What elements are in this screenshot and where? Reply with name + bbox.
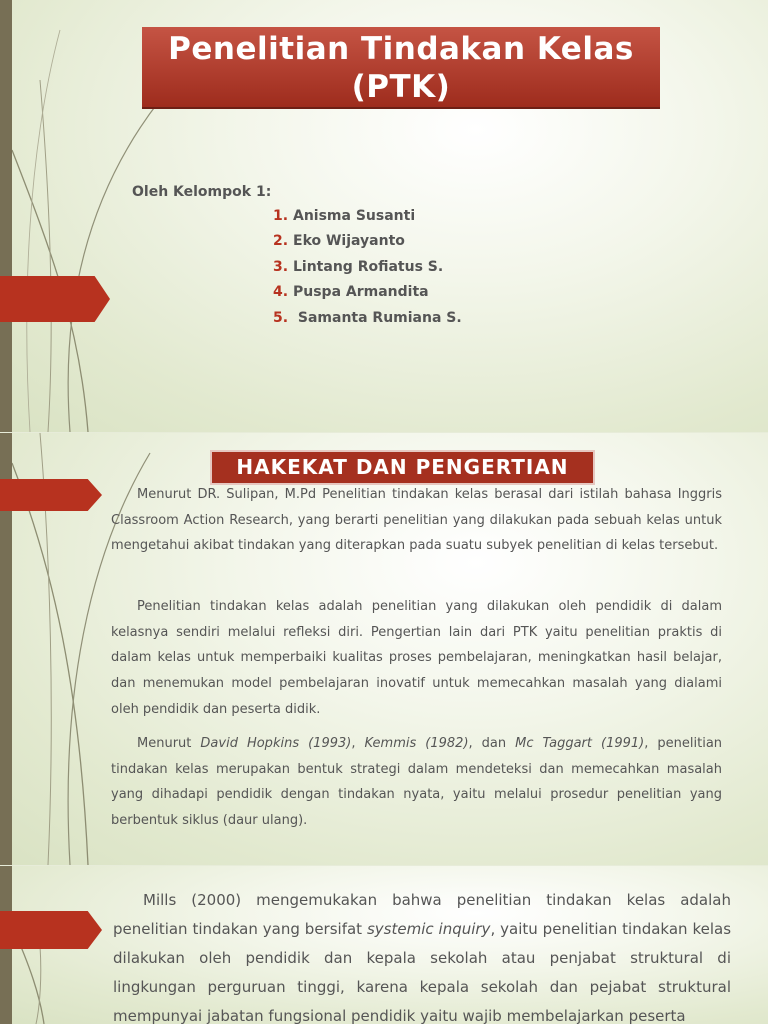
title-line-2: (PTK) [351, 69, 451, 105]
paragraph-mills: Mills (2000) mengemukakan bahwa penelitian tindakan kelas adalah penelitian tindakan yang bersifat systemic inquiry, yaitu penelitian tindakan kelas dilakukan oleh pendidik dan kepala sekolah atau penjabat struktural di lingkungan perguruan tinggi, karena kepala sekolah dan pejabat struktural mempunyai jabatan fungsional pendidik yaitu wajib membelajarkan peserta [113, 891, 732, 1024]
title-banner [142, 27, 660, 109]
list-item: 2. Eko Wijayanto [273, 233, 405, 250]
group-label: Oleh Kelompok 1: [132, 184, 272, 200]
member-list [273, 208, 462, 335]
paragraph-3: Menurut David Hopkins (1993), Kemmis (1982), dan Mc Taggart (1991), penelitian tindakan kelas merupakan bentuk strategi dalam mendeteksi dan memecahkan masalah yang dihadapi pendidik dengan tindakan nyata, yaitu melalui prosedur penelitian yang berbentuk siklus (daur ulang). [111, 736, 723, 829]
arrow-tab-marker [0, 911, 102, 949]
slide-mills [0, 866, 768, 1024]
section-heading: HAKEKAT DAN PENGERTIAN [210, 450, 595, 485]
list-item: 5. Samanta Rumiana S. [273, 309, 462, 326]
title-line-1: Penelitian Tindakan Kelas [168, 31, 634, 67]
list-item: 4. Puspa Armandita [273, 284, 429, 301]
arrow-tab-marker [0, 479, 102, 511]
list-item: 3. Lintang Rofiatus S. [273, 258, 444, 275]
arrow-tab-marker [0, 276, 110, 322]
slide-title [0, 0, 768, 432]
paragraph-1: Menurut DR. Sulipan, M.Pd Penelitian tindakan kelas berasal dari istilah bahasa Inggris Classroom Action Research, yang berarti penelitian yang dilakukan pada sebuah kelas untuk mengetahui akibat tindakan yang diterapkan pada suatu subyek penelitian di kelas tersebut. [111, 487, 722, 554]
slide-hakekat [0, 433, 768, 865]
list-item: 1. Anisma Susanti [273, 208, 416, 224]
left-sidebar-bar [0, 0, 12, 432]
paragraph-2: Penelitian tindakan kelas adalah penelitian yang dilakukan oleh pendidik di dalam kelasnya sendiri melalui refleksi diri. Pengertian lain dari PTK yaitu penelitian praktis di dalam kelas untuk memperbaiki kualitas proses pembelajaran, meningkatkan hasil belajar, dan menemukan model pembelajaran inovatif untuk memecahkan masalah yang dialami oleh pendidik dan peserta didik. [111, 599, 722, 717]
